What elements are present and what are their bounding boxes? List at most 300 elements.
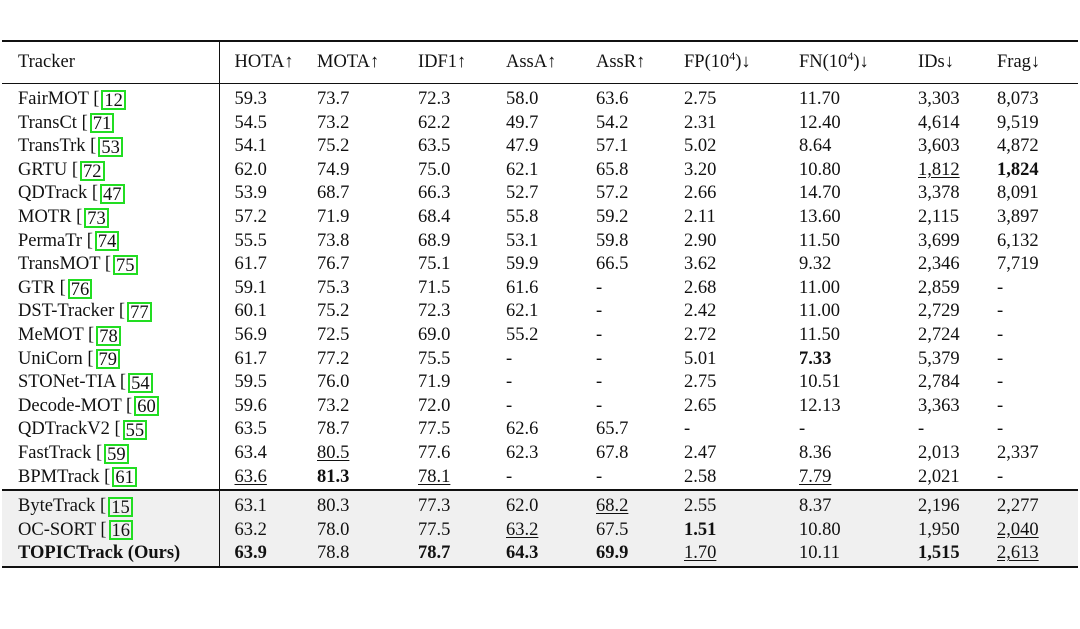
metric-value: 62.3 — [506, 442, 539, 463]
metric-cell — [684, 230, 799, 254]
citation-link[interactable]: 61 — [112, 467, 137, 487]
metric-value: 2,613 — [997, 543, 1039, 564]
metric-value: 63.9 — [234, 543, 267, 564]
metric-cell — [317, 495, 418, 519]
metric-cell — [596, 418, 684, 442]
metric-cell — [799, 230, 918, 254]
metric-value: 52.7 — [506, 183, 539, 204]
metric-cell — [596, 466, 684, 491]
table-row — [2, 253, 1078, 277]
metric-cell — [684, 442, 799, 466]
metric-value: 57.1 — [596, 136, 629, 157]
metric-value: 11.00 — [799, 277, 840, 298]
metric-value: 72.3 — [418, 301, 451, 322]
metric-cell — [997, 519, 1078, 543]
tracker-name-cell — [2, 348, 219, 372]
metric-value: 9,519 — [997, 112, 1039, 133]
metric-value: 2.65 — [684, 395, 717, 416]
metric-value: 3,603 — [918, 136, 960, 157]
metric-value: - — [997, 466, 1004, 487]
metric-cell — [418, 112, 506, 136]
metric-value: 9.32 — [799, 254, 832, 275]
tracker-name-cell — [2, 230, 219, 254]
col-header-mota: MOTA↑ — [317, 52, 380, 72]
tracker-name: TransCt [ — [18, 112, 88, 133]
metric-value: 63.2 — [506, 519, 539, 540]
metric-cell — [918, 206, 997, 230]
metric-value: 73.8 — [317, 230, 350, 251]
metric-value: 66.3 — [418, 183, 451, 204]
citation-link[interactable]: 79 — [96, 349, 121, 369]
metric-cell — [684, 371, 799, 395]
metric-cell — [418, 253, 506, 277]
metric-cell — [596, 206, 684, 230]
tracker-name: FairMOT [ — [18, 89, 100, 109]
metric-value: 2.68 — [684, 277, 717, 298]
metric-value: 59.9 — [506, 254, 539, 275]
metric-cell — [684, 277, 799, 301]
metric-value: 10.80 — [799, 159, 841, 180]
metric-value: - — [997, 372, 1004, 393]
metric-cell — [317, 135, 418, 159]
metric-value: 2,040 — [997, 519, 1039, 540]
metric-cell — [418, 348, 506, 372]
tracker-name-cell — [2, 88, 219, 112]
metric-value: 1.70 — [684, 543, 717, 564]
citation-link[interactable]: 76 — [68, 279, 93, 299]
metric-cell — [918, 519, 997, 543]
metric-value: 59.8 — [596, 230, 629, 251]
metric-cell — [799, 466, 918, 491]
metric-cell — [799, 253, 918, 277]
tracker-name: GTR [ — [18, 277, 66, 298]
metric-value: 53.9 — [234, 183, 267, 204]
col-header-fn — [799, 41, 918, 84]
metric-cell — [684, 206, 799, 230]
metric-value: 73.2 — [317, 112, 350, 133]
metric-value: 1.51 — [684, 519, 717, 540]
metric-cell — [506, 418, 596, 442]
citation-link[interactable]: 54 — [128, 373, 153, 393]
metric-cell — [684, 112, 799, 136]
metric-cell — [596, 324, 684, 348]
metric-value: 5.01 — [684, 348, 717, 369]
tracker-name: BPMTrack [ — [18, 466, 111, 487]
metric-cell — [997, 253, 1078, 277]
metric-cell — [219, 542, 317, 567]
metric-cell — [219, 253, 317, 277]
metric-value: 7.33 — [799, 348, 832, 369]
citation-link[interactable]: 75 — [113, 255, 138, 275]
metric-value: 73.7 — [317, 89, 350, 109]
metric-value: 6,132 — [997, 230, 1039, 251]
metric-value: 77.6 — [418, 442, 451, 463]
citation-link[interactable]: 15 — [108, 497, 133, 517]
fn-arrow: )↓ — [853, 52, 869, 72]
metric-cell — [799, 542, 918, 567]
metric-cell — [918, 300, 997, 324]
metric-cell — [317, 88, 418, 112]
metric-value: - — [596, 301, 603, 322]
metric-cell — [317, 182, 418, 206]
metric-cell — [506, 348, 596, 372]
metric-cell — [219, 348, 317, 372]
metric-value: 10.51 — [799, 372, 841, 393]
metric-cell — [799, 442, 918, 466]
metric-cell — [596, 519, 684, 543]
metric-value: 78.0 — [317, 519, 350, 540]
metric-cell — [799, 300, 918, 324]
metric-cell — [684, 300, 799, 324]
metric-cell — [799, 519, 918, 543]
metric-cell — [418, 182, 506, 206]
metric-value: 2,277 — [997, 496, 1039, 517]
metric-value: 63.1 — [234, 496, 267, 517]
metric-cell — [317, 230, 418, 254]
table-row — [2, 324, 1078, 348]
metric-cell — [997, 371, 1078, 395]
tracker-name-cell — [2, 135, 219, 159]
citation-link[interactable]: 53 — [98, 137, 123, 157]
metric-cell — [684, 418, 799, 442]
metric-value: 73.2 — [317, 395, 350, 416]
results-table — [2, 40, 1078, 568]
metric-cell — [219, 300, 317, 324]
metric-value: 2.58 — [684, 466, 717, 487]
tracker-name-cell — [2, 277, 219, 301]
tracker-name-cell — [2, 442, 219, 466]
metric-cell — [918, 542, 997, 567]
metric-cell — [506, 112, 596, 136]
metric-cell — [418, 230, 506, 254]
metric-value: 59.2 — [596, 206, 629, 227]
metric-cell — [506, 277, 596, 301]
metric-value: 59.1 — [234, 277, 267, 298]
metric-value: - — [684, 419, 691, 440]
citation-link[interactable]: 73 — [84, 208, 109, 228]
col-header-ids: IDs↓ — [918, 52, 954, 72]
metric-cell — [684, 253, 799, 277]
metric-value: - — [596, 324, 603, 345]
metric-value: 8.64 — [799, 136, 832, 157]
metric-value: - — [506, 348, 513, 369]
metric-cell — [317, 371, 418, 395]
metric-value: 63.5 — [418, 136, 451, 157]
table-body-group2 — [2, 490, 1078, 567]
metric-cell — [317, 277, 418, 301]
metric-value: 72.0 — [418, 395, 451, 416]
metric-value: 7.79 — [799, 466, 832, 487]
metric-cell — [997, 466, 1078, 491]
metric-cell — [684, 348, 799, 372]
metric-cell — [219, 395, 317, 419]
metric-cell — [506, 300, 596, 324]
metric-cell — [418, 277, 506, 301]
citation-link[interactable]: 16 — [109, 520, 134, 540]
metric-cell — [997, 182, 1078, 206]
metric-cell — [918, 495, 997, 519]
metric-cell — [219, 182, 317, 206]
metric-cell — [684, 182, 799, 206]
col-header-tracker: Tracker — [2, 41, 219, 84]
metric-value: - — [997, 301, 1004, 322]
metric-value: - — [596, 395, 603, 416]
metric-cell — [418, 495, 506, 519]
metric-cell — [799, 88, 918, 112]
metric-cell — [506, 466, 596, 491]
metric-cell — [997, 135, 1078, 159]
metric-value: 62.0 — [506, 496, 539, 517]
table-row — [2, 88, 1078, 112]
metric-cell — [918, 324, 997, 348]
citation-link[interactable]: 71 — [90, 113, 115, 133]
tracker-name-cell — [2, 418, 219, 442]
col-header-assr: AssR↑ — [596, 52, 646, 72]
col-header-hota: HOTA↑ — [234, 52, 294, 72]
metric-cell — [918, 159, 997, 183]
metric-value: 59.5 — [234, 372, 267, 393]
table-row — [2, 519, 1078, 543]
tracker-name: Decode-MOT [ — [18, 395, 133, 416]
metric-cell — [997, 495, 1078, 519]
tracker-name: TransMOT [ — [18, 254, 112, 275]
metric-value: 59.3 — [234, 89, 267, 109]
metric-cell — [506, 542, 596, 567]
metric-cell — [997, 324, 1078, 348]
metric-cell — [219, 495, 317, 519]
metric-cell — [418, 395, 506, 419]
metric-cell — [506, 206, 596, 230]
tracker-name: UniCorn [ — [18, 348, 94, 369]
metric-value: 62.6 — [506, 419, 539, 440]
metric-value: 62.1 — [506, 159, 539, 180]
metric-value: 75.0 — [418, 159, 451, 180]
citation-link[interactable]: 78 — [96, 326, 121, 346]
metric-cell — [418, 542, 506, 567]
tracker-name-cell — [2, 324, 219, 348]
metric-cell — [596, 495, 684, 519]
metric-value: 2,021 — [918, 466, 960, 487]
metric-value: 71.9 — [317, 206, 350, 227]
tracker-name: PermaTr [ — [18, 230, 93, 251]
metric-value: 13.60 — [799, 206, 841, 227]
tracker-name: ByteTrack [ — [18, 496, 107, 517]
metric-value: 3.62 — [684, 254, 717, 275]
citation-link[interactable]: 77 — [127, 302, 152, 322]
metric-cell — [418, 88, 506, 112]
citation-link[interactable]: 72 — [80, 161, 105, 181]
citation-link[interactable]: 55 — [123, 420, 148, 440]
metric-value: 65.8 — [596, 159, 629, 180]
metric-value: 3,897 — [997, 206, 1039, 227]
metric-cell — [317, 348, 418, 372]
metric-cell — [506, 88, 596, 112]
tracker-name-cell — [2, 495, 219, 519]
metric-value: 78.7 — [418, 543, 451, 564]
table-row — [2, 230, 1078, 254]
metric-value: - — [596, 348, 603, 369]
metric-cell — [799, 112, 918, 136]
metric-value: 11.70 — [799, 89, 840, 109]
metric-value: 75.1 — [418, 254, 451, 275]
metric-value: 1,824 — [997, 159, 1039, 180]
metric-cell — [799, 395, 918, 419]
fn-label: FN(10 — [799, 52, 848, 72]
metric-value: 2,196 — [918, 496, 960, 517]
metric-value: - — [997, 419, 1004, 440]
metric-value: 49.7 — [506, 112, 539, 133]
metric-value: 2.75 — [684, 89, 717, 109]
citation-link[interactable]: 74 — [95, 231, 120, 251]
metric-value: 66.5 — [596, 254, 629, 275]
table-row — [2, 442, 1078, 466]
metric-value: 5.02 — [684, 136, 717, 157]
metric-cell — [918, 348, 997, 372]
metric-cell — [799, 135, 918, 159]
metric-value: 57.2 — [596, 183, 629, 204]
tracker-name: STONet-TIA [ — [18, 372, 127, 393]
metric-cell — [506, 159, 596, 183]
metric-cell — [799, 348, 918, 372]
metric-value: 2.47 — [684, 442, 717, 463]
metric-value: 2,784 — [918, 372, 960, 393]
metric-value: 61.7 — [234, 348, 267, 369]
metric-value: 2,346 — [918, 254, 960, 275]
tracker-name: DST-Tracker [ — [18, 301, 126, 322]
fp-label: FP(10 — [684, 52, 730, 72]
metric-cell — [219, 371, 317, 395]
citation-link[interactable]: 47 — [100, 184, 125, 204]
metric-cell — [317, 542, 418, 567]
metric-cell — [918, 230, 997, 254]
fp-exponent: 4 — [729, 48, 736, 63]
metric-value: 64.3 — [506, 543, 539, 564]
table-row — [2, 395, 1078, 419]
metric-cell — [317, 159, 418, 183]
metric-value: 2,859 — [918, 277, 960, 298]
tracker-name-cell — [2, 300, 219, 324]
metric-value: 75.5 — [418, 348, 451, 369]
metric-value: 75.2 — [317, 301, 350, 322]
metric-cell — [596, 230, 684, 254]
metric-cell — [684, 135, 799, 159]
metric-value: 2.42 — [684, 301, 717, 322]
metric-value: 8.36 — [799, 442, 832, 463]
metric-value: 7,719 — [997, 254, 1039, 275]
metric-value: 62.1 — [506, 301, 539, 322]
metric-value: 55.8 — [506, 206, 539, 227]
metric-value: 62.0 — [234, 159, 267, 180]
metric-value: 63.6 — [234, 466, 267, 487]
metric-value: - — [997, 324, 1004, 345]
tracker-name: TransTrk [ — [18, 136, 97, 157]
metric-cell — [596, 371, 684, 395]
tracker-name-cell — [2, 112, 219, 136]
metric-value: - — [799, 419, 806, 440]
metric-value: 80.3 — [317, 496, 350, 517]
table-row — [2, 300, 1078, 324]
metric-value: 63.5 — [234, 419, 267, 440]
metric-value: 2.55 — [684, 496, 717, 517]
citation-link[interactable]: 12 — [101, 90, 126, 110]
metric-cell — [997, 112, 1078, 136]
metric-cell — [219, 324, 317, 348]
metric-value: - — [997, 395, 1004, 416]
metric-value: - — [506, 466, 513, 487]
metric-value: 8,091 — [997, 183, 1039, 204]
metric-value: 4,614 — [918, 112, 960, 133]
metric-cell — [219, 230, 317, 254]
tracker-name-cell — [2, 253, 219, 277]
col-header-fp — [684, 41, 799, 84]
metric-value: 12.40 — [799, 112, 841, 133]
metric-cell — [799, 182, 918, 206]
metric-cell — [918, 418, 997, 442]
metric-cell — [219, 519, 317, 543]
metric-cell — [596, 300, 684, 324]
tracker-name: MOTR [ — [18, 206, 83, 227]
metric-cell — [506, 135, 596, 159]
metric-cell — [418, 418, 506, 442]
metric-cell — [418, 371, 506, 395]
metric-cell — [997, 348, 1078, 372]
metric-cell — [317, 395, 418, 419]
metric-cell — [596, 253, 684, 277]
col-header-assa: AssA↑ — [506, 52, 557, 72]
metric-value: 77.5 — [418, 419, 451, 440]
metric-value: 56.9 — [234, 324, 267, 345]
metric-value: 67.8 — [596, 442, 629, 463]
table-row — [2, 277, 1078, 301]
metric-value: 53.1 — [506, 230, 539, 251]
tracker-name: GRTU [ — [18, 159, 79, 180]
metric-cell — [684, 88, 799, 112]
metric-value: - — [997, 277, 1004, 298]
table-row — [2, 348, 1078, 372]
metric-value: 68.9 — [418, 230, 451, 251]
metric-value: 2.11 — [684, 206, 716, 227]
metric-value: - — [997, 348, 1004, 369]
metric-value: 14.70 — [799, 183, 841, 204]
metric-cell — [596, 88, 684, 112]
metric-value: 54.5 — [234, 112, 267, 133]
fn-exponent: 4 — [847, 48, 854, 63]
metric-cell — [219, 112, 317, 136]
metric-cell — [317, 300, 418, 324]
metric-cell — [684, 519, 799, 543]
metric-cell — [596, 348, 684, 372]
metric-cell — [506, 371, 596, 395]
metric-cell — [918, 253, 997, 277]
tracker-name: MeMOT [ — [18, 324, 95, 345]
citation-link[interactable]: 59 — [104, 444, 129, 464]
col-header-idf1: IDF1↑ — [418, 52, 467, 72]
metric-cell — [997, 206, 1078, 230]
metric-value: 63.4 — [234, 442, 267, 463]
metric-cell — [506, 182, 596, 206]
metric-value: 75.3 — [317, 277, 350, 298]
tracker-name: QDTrackV2 [ — [18, 419, 121, 440]
metric-value: 76.0 — [317, 372, 350, 393]
citation-link[interactable]: 60 — [134, 396, 159, 416]
metric-cell — [219, 418, 317, 442]
metric-value: 77.3 — [418, 496, 451, 517]
metric-value: 58.0 — [506, 89, 539, 109]
metric-cell — [997, 442, 1078, 466]
metric-value: 10.80 — [799, 519, 841, 540]
metric-value: 60.1 — [234, 301, 267, 322]
metric-cell — [317, 418, 418, 442]
